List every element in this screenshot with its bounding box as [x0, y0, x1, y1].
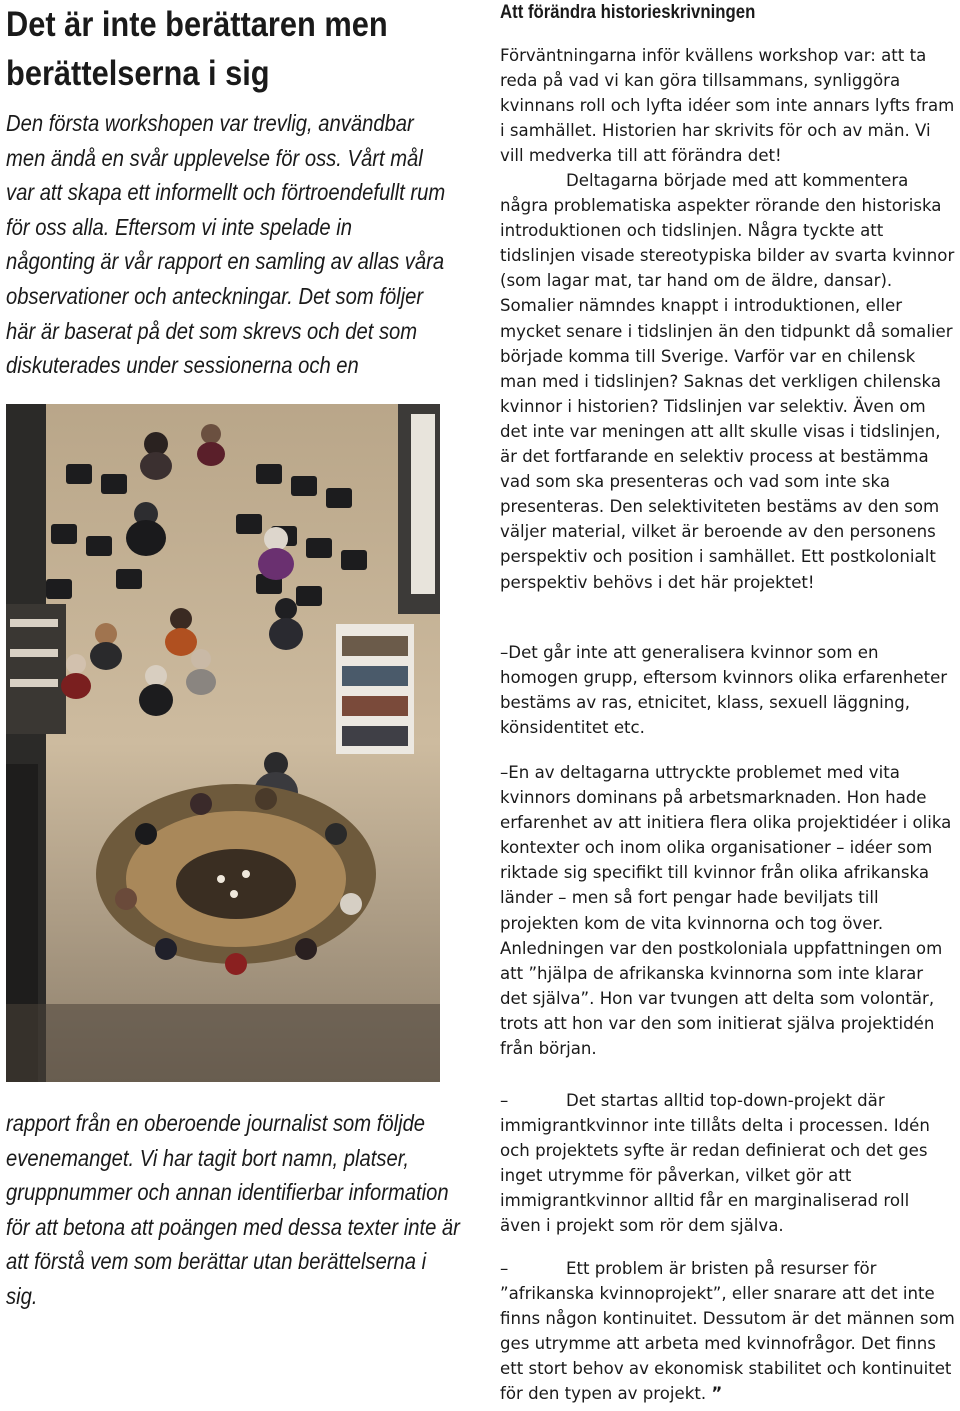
paragraph-5-text: Det startas alltid top-down-projekt där immigrantkvinnor inte tillåts delta i processen. Idén och projektets syfte är redan definierat och det ges inget utrymme för påverkan, vilket gör att immigrantkvinnor alltid får en marginaliserad roll även i projekt som rör dem själva. [500, 1091, 930, 1236]
paragraph-2: Deltagarna började med att kommentera några problematiska aspekter rörande den historiska introduktionen och tidslinjen. Några tyckte att tidslinjen visade stereotypiska bilder av svarta kvinnor (som lagar mat, tar hand om de äldre, dansar). Somalier nämndes knappt i introduktionen, eller mycket senare i tidslinjen än den tidpunkt då somalier började komma till Sverige. Varför var en chilensk man med i tidslinjen? Saknas det verkligen chilenska kvinnor i historien? Tidslinjen var selektiv. Även om det inte var meningen att allt skulle visas i tidslinjen, är det fortfarande en selektiv process at bestämma vad som ska presenteras och vad som inte ska presenteras. Den selektiviteten bestäms av den som väljer material, vilket är beroende av den personens perspektiv och position i samhället. Ett postkolonialt perspektiv behövs i det här projektet! [500, 171, 955, 592]
title-line-2: berättelserna i sig [6, 54, 270, 93]
intro-continued-text: rapport från en oberoende journalist som följde evenemanget. Vi har tagit bort namn, platser, gruppnummer och annan identifierbar information för att betona att poängen med dessa texter inte är att förstå vem som berättar utan berättelserna i sig. [6, 1110, 460, 1309]
paragraph-6-text: Ett problem är bristen på resurser för ”afrikanska kvinnoprojekt”, eller snarare att det inte finns någon kontinuitet. Dessutom är det männen som ges utrymme att arbeta med kvinnofrågor. Det finns ett stort behov av ekonomisk stabilitet och kontinuitet för den typen av projekt. [500, 1259, 955, 1404]
paragraph-3: –Det går inte att generalisera kvinnor som en homogen grupp, eftersom kvinnors olika erfarenheter bestäms av ras, etnicitet, klass, sexuell läggning, könsidentitet etc. [500, 643, 948, 738]
paragraph-4: –En av deltagarna uttryckte problemet med vita kvinnors dominans på arbetsmarknaden. Hon hade erfarenhet av att initiera flera olika projektidéer i olika kontexter och inom olika organisationer – idéer som riktade sig specifikt till kvinnor från olika afrikanska länder – men så fort pengar hade beviljats till projekten kom de vita kvinnorna och tog över. Anledningen var den postkoloniala uppfattningen om att ”hjälpa de afrikanska kvinnorna som inte klarar det själva”. Hon var tvungen att delta som volontär, trots att hon var den som initierat själva projektidén från början. [500, 763, 952, 1059]
section-heading: Att förändra historieskrivningen [500, 1, 756, 23]
workshop-photo-icon [6, 404, 440, 1082]
paragraph-6 [500, 1256, 955, 1407]
article-title [6, 0, 446, 98]
paragraph-5 [500, 1088, 955, 1239]
closing-quote: ” [711, 1384, 723, 1404]
paragraph-1: Förväntningarna inför kvällens workshop var: att ta reda på vad vi kan göra tillsammans, synliggöra kvinnans roll och lyfta idéer som inte annars lyfts fram i samhället. Historien har skrivits för och av män. Vi vill medverka till att förändra det! [500, 46, 955, 166]
dash-marker: – [500, 1259, 509, 1278]
dash-marker: – [500, 1091, 509, 1110]
intro-text: Den första workshopen var trevlig, användbar men ändå en svår upplevelse för oss. Vårt mål var att skapa ett informellt och förtroendefullt rum för oss alla. Eftersom vi inte spelade in någonting är vår rapport en samling av allas våra observationer och anteckningar. Det som följer här är baserat på det som skrevs och det som diskuterades under sessionerna och en [6, 110, 446, 379]
title-line-1: Det är inte berättaren men [6, 5, 388, 44]
